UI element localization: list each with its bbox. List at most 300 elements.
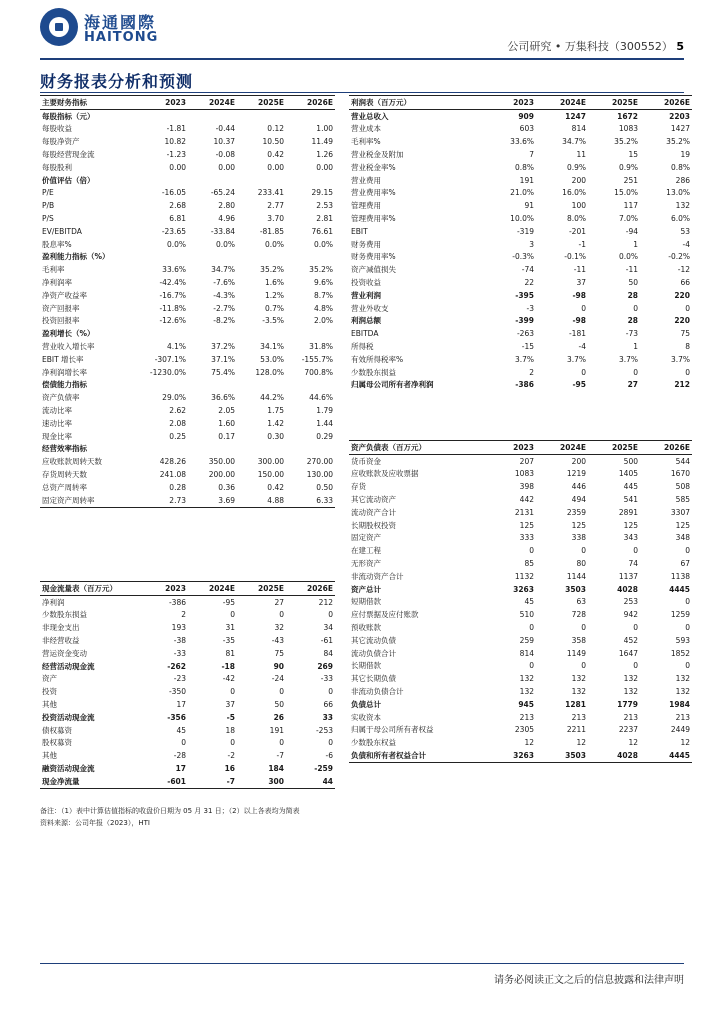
value-cell: 0 [633,367,638,377]
value-cell: -7 [276,751,284,761]
column-header: 2023 [484,96,536,110]
table-row [349,315,692,328]
value-cell: 6.0% [670,214,690,224]
value-cell: 0 [685,597,690,607]
value-cell: 10.0% [510,214,534,224]
value-cell: 2.62 [169,406,186,416]
value-cell: 0 [685,303,690,313]
row-label: 负债总计 [351,699,381,709]
value-cell: 193 [171,623,186,633]
row-label: 其它流动资产 [351,495,396,505]
row-label: 所得税 [351,342,374,352]
value-cell: -1 [578,239,586,249]
value-cell: 16.0% [562,188,586,198]
table-row [349,544,692,557]
table-row [349,199,692,212]
value-cell: 6.33 [286,494,335,507]
row-label: 预收账款 [351,623,381,633]
row-label: 非流动负债合计 [351,687,404,697]
table-row [40,468,335,481]
value-cell: 0.17 [218,431,235,441]
row-label: 固定资产 [351,533,381,543]
value-cell: 16 [224,764,235,774]
value-cell: 220 [674,316,690,326]
table-row [349,557,692,570]
footer-disclaimer: 请务必阅读正文之后的信息披露和法律声明 [494,975,684,986]
value-cell: 0 [685,546,690,556]
value-cell: 184 [268,764,284,774]
table-row [40,698,335,711]
value-cell: 15 [628,150,638,160]
value-cell: 10.82 [164,137,186,147]
row-label: 资产减值损失 [351,265,396,275]
value-cell: 0 [633,661,638,671]
value-cell: 1219 [566,469,586,479]
value-cell: 0 [529,623,534,633]
value-cell: 2 [529,367,534,377]
value-cell: 0 [581,623,586,633]
value-cell: 35.2% [666,137,690,147]
table-row [40,366,335,379]
value-cell: 4.96 [218,214,235,224]
value-cell: 0 [685,661,690,671]
value-cell: 593 [675,635,690,645]
value-cell: 0.42 [267,482,284,492]
value-cell: 0.0% [215,239,235,249]
value-cell: 445 [623,482,638,492]
value-cell: -0.1% [564,252,586,262]
value-cell: -33 [173,648,186,658]
row-label: 长期股权投资 [351,520,396,530]
value-cell: 4.1% [166,342,186,352]
value-cell: 0 [581,546,586,556]
row-label: 归属于母公司所有者权益 [351,725,434,735]
value-cell: 0.25 [169,431,186,441]
table-row [349,468,692,481]
income-statement-table [349,95,692,391]
table-row [349,698,692,711]
table-row [40,749,335,762]
value-cell: 350.00 [208,457,235,467]
row-label: 营业总收入 [351,111,389,121]
value-cell [188,327,237,340]
row-label: P/E [42,188,54,198]
row-label: 盈利增长（%） [42,329,95,339]
value-cell: -262 [167,661,186,671]
value-cell: 300.00 [257,457,284,467]
table-row [349,353,692,366]
table-row [40,123,335,136]
table-row [40,340,335,353]
value-cell: 343 [623,533,638,543]
row-label: 无形资产 [351,559,381,569]
value-cell: 452 [623,635,638,645]
value-cell: 398 [519,482,534,492]
value-cell: 0 [181,738,186,748]
value-cell: -395 [515,290,534,300]
table-row [40,417,335,430]
column-header: 2023 [139,96,188,110]
row-label: 少数股东损益 [351,367,396,377]
value-cell: 12 [576,738,586,748]
value-cell: 37.1% [211,354,235,364]
value-cell: 0 [328,687,333,697]
value-cell: 1.26 [316,150,333,160]
value-cell: 1259 [670,610,690,620]
value-cell: 251 [623,175,638,185]
header-divider [40,58,684,60]
value-cell: -95 [222,597,235,607]
value-cell [188,379,237,392]
value-cell: 1281 [565,699,586,709]
value-cell: -350 [168,687,186,697]
value-cell: 909 [518,111,534,121]
value-cell: 700.8% [304,367,333,377]
value-cell: 814 [519,648,534,658]
value-cell: 29.15 [311,188,333,198]
value-cell [139,379,188,392]
table-row [349,480,692,493]
value-cell: 0 [529,546,534,556]
note-line: 备注：（1）表中计算估值指标的收盘价日期为 05 月 31 日；（2）以上各表均为简表 [40,807,300,815]
value-cell: 4.8% [313,303,333,313]
value-cell: 0 [633,546,638,556]
title-divider [40,92,684,93]
table-row [40,174,335,187]
row-label: 财务费用 [351,239,381,249]
row-label: EBITDA [351,329,379,339]
table-row [40,212,335,225]
value-cell: -81.85 [259,226,284,236]
value-cell [237,174,286,187]
value-cell: 1984 [669,699,690,709]
value-cell: 510 [519,610,534,620]
value-cell: 17 [176,700,186,710]
value-cell: 333 [519,533,534,543]
value-cell: 1.79 [316,406,333,416]
value-cell: 28 [627,316,638,326]
value-cell: 0 [279,738,284,748]
value-cell: -259 [314,764,333,774]
row-label: 每股净资产 [42,137,80,147]
value-cell: 207 [519,456,534,466]
column-header: 2025E [588,441,640,455]
table-row [40,481,335,494]
table-row [349,225,692,238]
table-row [40,685,335,698]
row-label: 其它流动负债 [351,635,396,645]
table-row [40,327,335,340]
value-cell: 2237 [618,725,638,735]
value-cell: 0.8% [514,162,534,172]
value-cell: 0 [581,367,586,377]
value-cell: 125 [519,520,534,530]
value-cell: 2.05 [218,406,235,416]
column-header: 2024E [536,441,588,455]
value-cell: -73 [625,329,638,339]
value-cell: 0.7% [264,303,284,313]
value-cell: 3307 [670,507,690,517]
row-label: 毛利率% [351,137,381,147]
value-cell: -4 [682,239,690,249]
row-label: 非经营收益 [42,636,80,646]
row-label: 营业利润 [351,290,381,300]
value-cell: 1083 [618,124,638,134]
value-cell: 3.7% [618,354,638,364]
table-row [40,621,335,634]
value-cell: 117 [623,201,638,211]
value-cell: -5 [226,712,235,722]
value-cell: 1.2% [264,290,284,300]
row-label: 存货周转天数 [42,470,87,479]
value-cell [286,443,335,456]
value-cell: 0.30 [267,431,284,441]
value-cell: -11.8% [159,303,186,313]
value-cell: 3.69 [188,494,237,507]
value-cell: 0.0% [618,252,638,262]
value-cell: 33.6% [510,137,534,147]
value-cell: 2449 [670,725,690,735]
table-row [40,263,335,276]
value-cell: 0.8% [670,162,690,172]
row-label: EBIT 增长率 [42,354,84,364]
row-label: 净利润增长率 [42,367,87,377]
row-label: 短期借款 [351,597,381,607]
column-header: 2026E [640,441,692,455]
value-cell: 132 [675,201,690,211]
column-header: 2023 [139,582,188,596]
value-cell: 15.0% [614,188,638,198]
value-cell: 84 [323,648,333,658]
table-row [40,289,335,302]
value-cell: 0 [230,687,235,697]
row-label: 每股收益 [42,124,72,134]
page-title: 财务报表分析和预测 [40,72,194,91]
table-row [40,187,335,200]
value-cell: 75.4% [211,367,235,377]
row-label: 偿债能力指标 [42,380,87,390]
value-cell: 128.0% [255,367,284,377]
table-row [349,519,692,532]
value-cell [188,109,237,122]
table-row [40,302,335,315]
value-cell: 442 [519,495,534,505]
value-cell: -0.44 [215,124,235,134]
value-cell: 253 [623,597,638,607]
table-row [40,430,335,443]
value-cell: 3263 [513,584,534,594]
row-label: 净资产收益率 [42,290,87,300]
value-cell: 21.0% [510,188,534,198]
table-row [349,212,692,225]
table-row [349,506,692,519]
value-cell: 31.8% [309,342,333,352]
value-cell [188,251,237,264]
value-cell: 0 [685,623,690,633]
row-label: 有效所得税率% [351,354,404,364]
value-cell: 0.9% [618,162,638,172]
table-row [40,443,335,456]
column-header: 2025E [237,582,286,596]
table-row [349,493,692,506]
value-cell: 7.0% [618,214,638,224]
table-row [349,621,692,634]
value-cell [237,109,286,122]
value-cell: 213 [571,712,586,722]
row-label: P/B [42,201,55,211]
table-row [349,532,692,545]
table-row [349,238,692,251]
value-cell: 200.00 [208,470,235,479]
value-cell: -0.2% [668,252,690,262]
value-cell: 2.68 [169,201,186,211]
value-cell: -16.05 [161,188,186,198]
value-cell: 3503 [565,584,586,594]
value-cell: 508 [675,482,690,492]
value-cell: -601 [139,775,188,788]
row-label: 净利润 [42,597,65,607]
table-row [349,302,692,315]
table-row [349,276,692,289]
value-cell: 32 [274,623,284,633]
value-cell: 132 [675,674,690,684]
value-cell: 12 [524,738,534,748]
row-label: 营业外收支 [351,303,389,313]
row-label: 负债和所有者权益合计 [349,749,484,762]
row-label: 净利润率 [42,278,72,288]
table-row [40,609,335,622]
table-row [349,736,692,749]
value-cell: 19 [680,150,690,160]
table-row [349,724,692,737]
row-label: 融资活动现金流 [42,764,95,774]
value-cell [139,174,188,187]
table-row [349,672,692,685]
value-cell: 75 [680,329,690,339]
value-cell: 13.0% [666,188,690,198]
row-label: 其他 [42,751,57,761]
value-cell: 53 [680,226,690,236]
table-title-cell: 利润表（百万元） [349,96,484,110]
value-cell: -94 [625,226,638,236]
row-label: 利润总额 [351,316,381,326]
table-row [40,724,335,737]
value-cell: 34.1% [260,342,284,352]
row-label: 营业费用 [351,175,381,185]
value-cell: 0 [230,738,235,748]
value-cell: 67 [680,559,690,569]
value-cell [286,109,335,122]
table-row [40,199,335,212]
value-cell: 3.7% [670,354,690,364]
value-cell: 1405 [618,469,638,479]
value-cell: 2.53 [316,201,333,211]
value-cell: 11.49 [311,137,333,147]
value-cell: 18 [225,725,235,735]
value-cell: 33.6% [162,265,186,275]
row-label: 每股指标（元） [42,111,95,121]
value-cell: 34.7% [211,265,235,275]
balance-sheet-table [349,440,692,763]
value-cell: 0.12 [267,124,284,134]
table-row [40,251,335,264]
value-cell: 541 [623,495,638,505]
table-title-cell: 资产负债表（百万元） [349,441,484,455]
value-cell: 200 [571,175,586,185]
value-cell: 213 [623,712,638,722]
value-cell: 0 [633,623,638,633]
row-label: 实收资本 [351,712,381,722]
value-cell: -3 [526,303,534,313]
row-label: 管理费用 [351,201,381,211]
row-label: 价值评估（倍） [42,175,95,185]
value-cell: 34.7% [562,137,586,147]
value-cell: -1.81 [166,124,186,134]
table-row [40,379,335,392]
value-cell: 0.9% [566,162,586,172]
table-row [40,404,335,417]
main-ratios-table [40,95,335,508]
value-cell: 2131 [514,507,534,517]
value-cell: -2.7% [213,303,235,313]
source-line: 资料来源：公司年报（2023），HTI [40,819,150,827]
value-cell: 90 [273,661,284,671]
row-label: 应收账款及应收票据 [351,469,419,479]
value-cell: 0 [328,738,333,748]
value-cell [237,251,286,264]
table-row [40,660,335,673]
row-label: 在建工程 [351,546,381,556]
table-header-row [40,96,335,110]
value-cell: 2.80 [218,201,235,211]
value-cell: 191 [519,175,534,185]
value-cell: 35.2% [309,265,333,275]
table-row [349,379,692,392]
column-header: 2026E [286,96,335,110]
row-label: 非现金支出 [42,623,80,633]
value-cell: 44.6% [309,393,333,403]
value-cell: -74 [521,265,534,275]
value-cell: 4.88 [237,494,286,507]
value-cell: -7 [188,775,237,788]
value-cell: 130.00 [306,470,333,479]
value-cell: 3503 [536,749,588,762]
value-cell: 150.00 [257,470,284,479]
table-header-row [40,582,335,596]
table-row [349,596,692,609]
value-cell: 0.0% [264,239,284,249]
value-cell: 45 [176,725,186,735]
row-label: 其它长期负债 [351,674,396,684]
table-row [349,174,692,187]
table-row [349,647,692,660]
value-cell: 63 [576,597,586,607]
value-cell: 428.26 [159,457,186,467]
value-cell [286,251,335,264]
value-cell: 35.2% [260,265,284,275]
value-cell: -4 [578,342,586,352]
row-label: 流动比率 [42,406,72,416]
table-row [349,660,692,673]
value-cell: 75 [274,648,284,658]
table-row [349,187,692,200]
value-cell: -386 [168,597,186,607]
value-cell: 1.00 [316,124,333,134]
value-cell: -95 [572,380,586,390]
row-label: 经营效率指标 [42,444,87,454]
table-row [40,647,335,660]
value-cell: -307.1% [154,354,186,364]
